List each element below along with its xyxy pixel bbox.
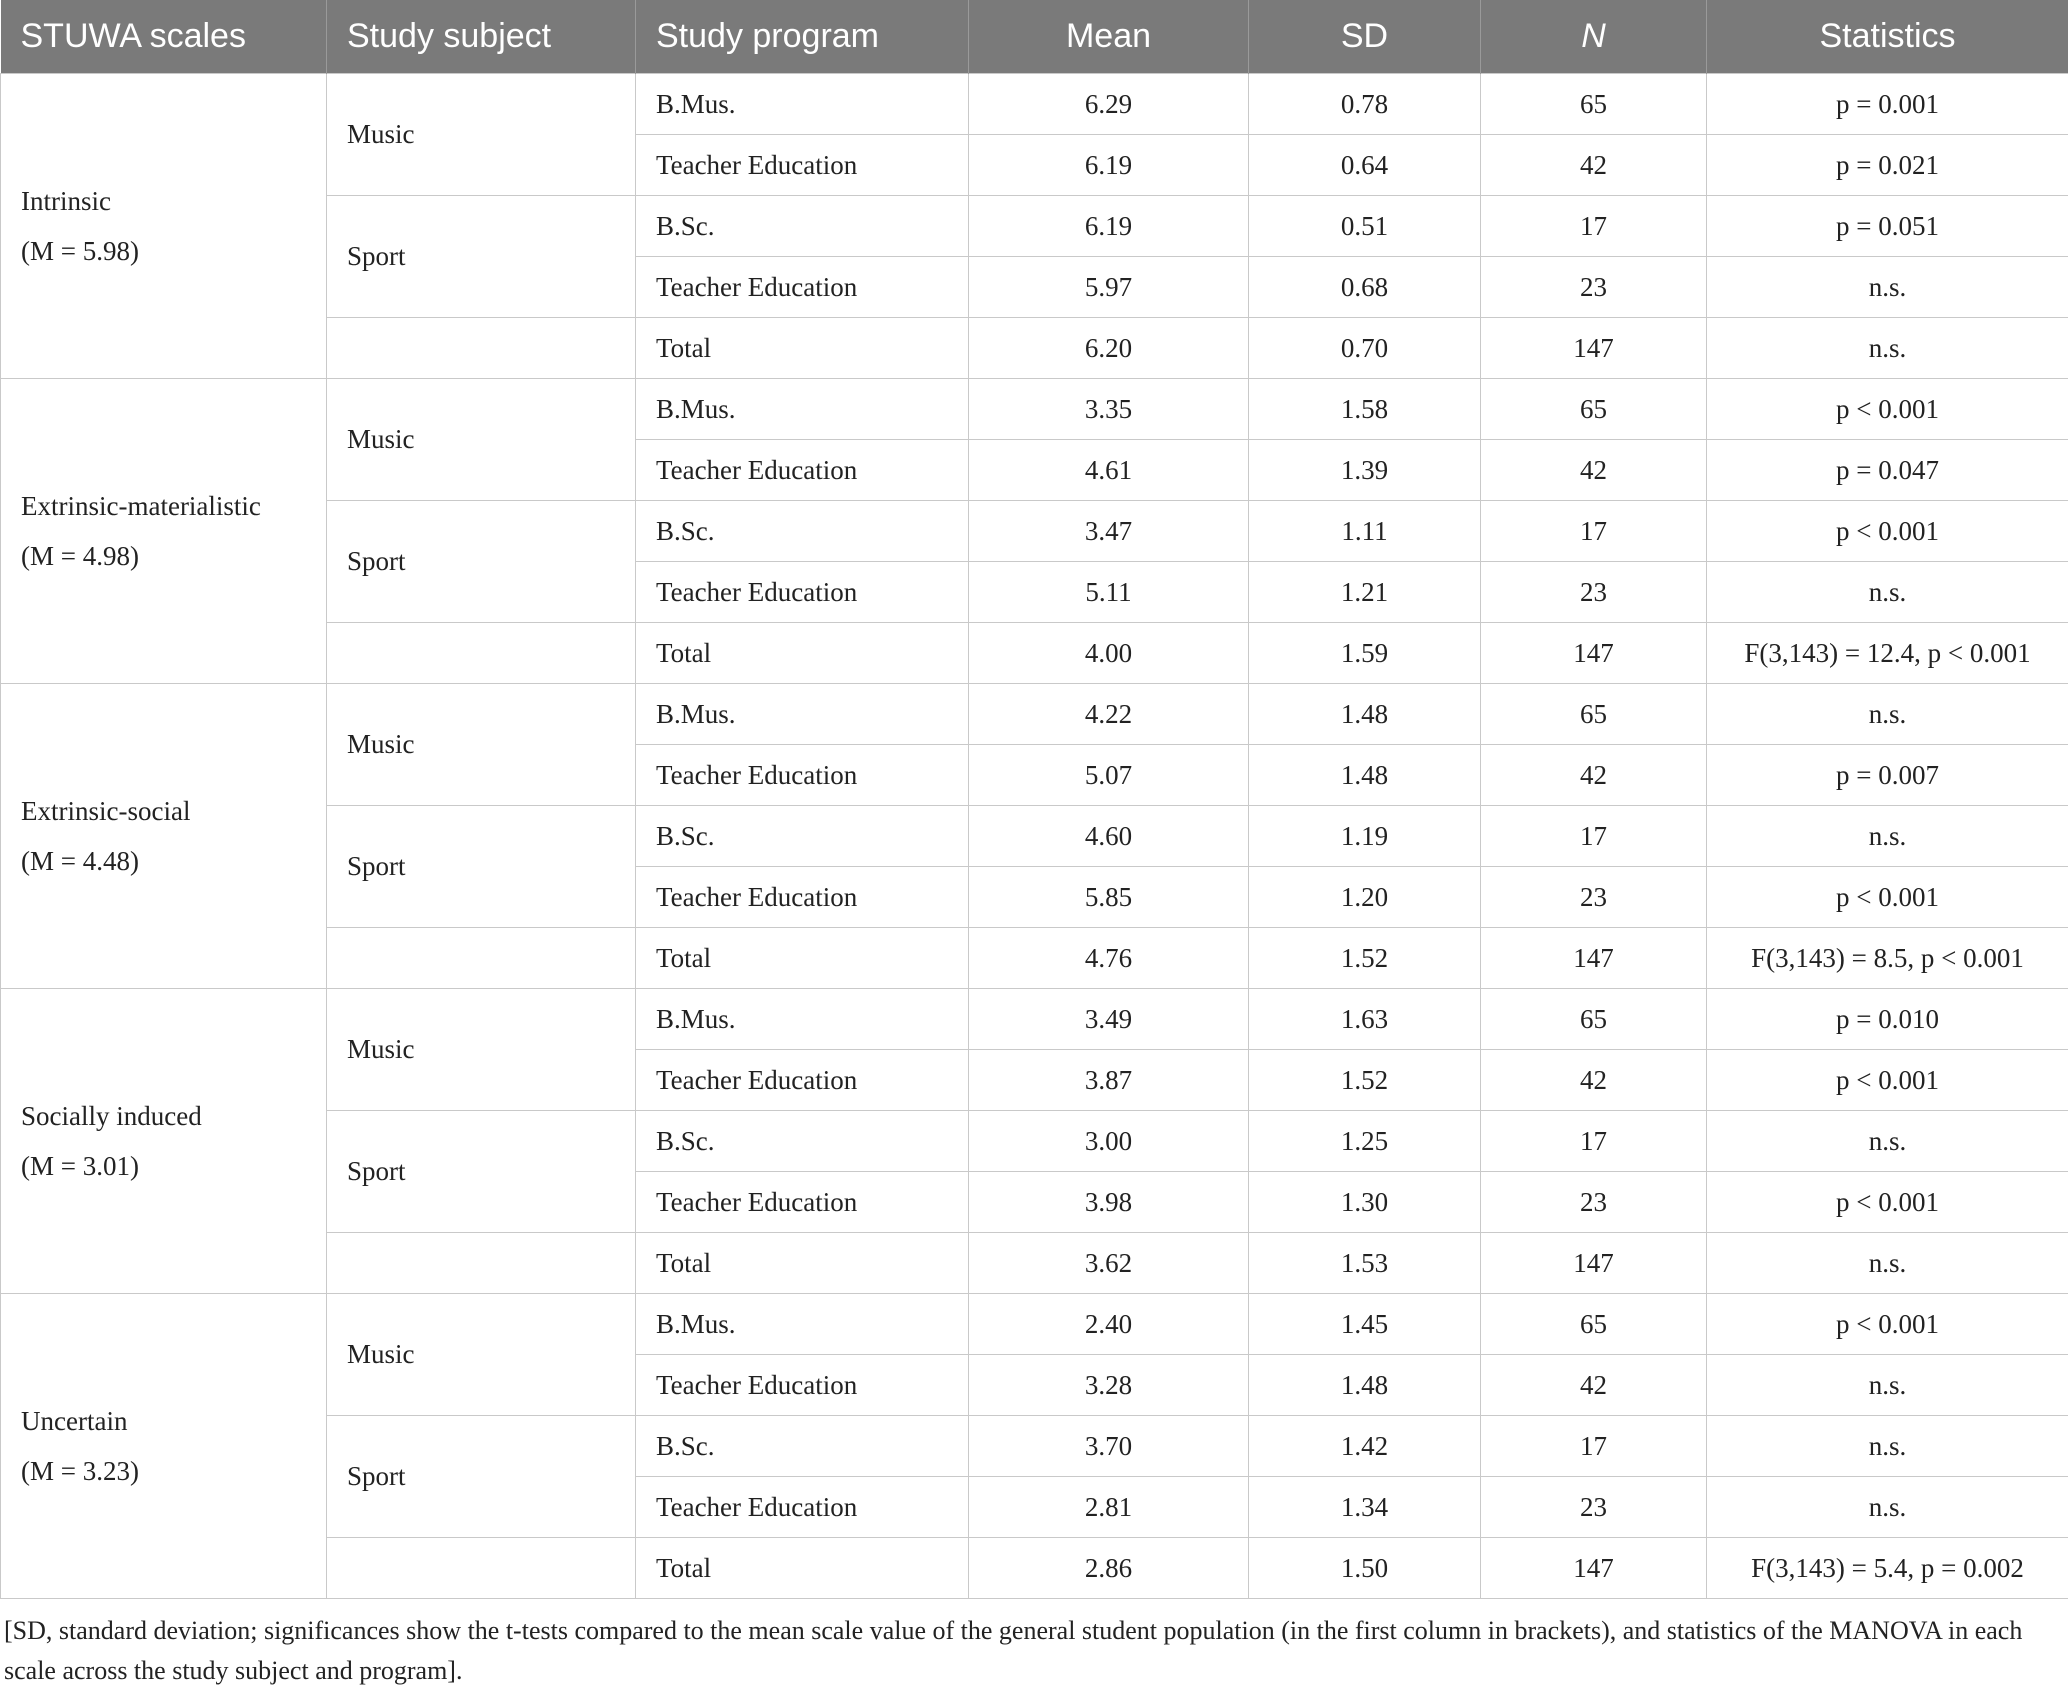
- study-program-cell: Total: [636, 1233, 969, 1294]
- study-program-cell: Teacher Education: [636, 135, 969, 196]
- n-cell: 65: [1481, 1294, 1707, 1355]
- sd-cell: 0.70: [1249, 318, 1481, 379]
- n-cell: 42: [1481, 440, 1707, 501]
- study-subject-cell: Sport: [327, 1111, 636, 1233]
- study-subject-cell: Music: [327, 989, 636, 1111]
- empty-subject-cell: [327, 318, 636, 379]
- mean-cell: 3.00: [969, 1111, 1249, 1172]
- header-statistics: Statistics: [1707, 0, 2068, 74]
- mean-cell: 5.11: [969, 562, 1249, 623]
- statistics-cell: n.s.: [1707, 1111, 2068, 1172]
- mean-cell: 5.97: [969, 257, 1249, 318]
- mean-cell: 4.60: [969, 806, 1249, 867]
- n-cell: 17: [1481, 1416, 1707, 1477]
- mean-cell: 5.07: [969, 745, 1249, 806]
- n-cell: 23: [1481, 867, 1707, 928]
- scale-cell: [1, 1294, 327, 1599]
- study-program-cell: B.Mus.: [636, 74, 969, 135]
- sd-cell: 1.48: [1249, 745, 1481, 806]
- mean-cell: 6.19: [969, 196, 1249, 257]
- n-cell: 65: [1481, 74, 1707, 135]
- statistics-cell: p < 0.001: [1707, 1172, 2068, 1233]
- table-footnote: [SD, standard deviation; significances show the t-tests compared to the mean scale value of the general student population (in the first column in brackets), and statistics of the MANOVA in each scale across the study subject and program].: [4, 1616, 2023, 1685]
- mean-cell: 2.81: [969, 1477, 1249, 1538]
- scale-cell: [1, 74, 327, 379]
- study-subject-cell: Sport: [327, 806, 636, 928]
- mean-cell: 5.85: [969, 867, 1249, 928]
- header-scale: STUWA scales: [1, 0, 327, 74]
- study-program-cell: B.Sc.: [636, 806, 969, 867]
- scale-population-mean: (M = 5.98): [21, 236, 139, 266]
- sd-cell: 1.50: [1249, 1538, 1481, 1599]
- study-program-cell: B.Sc.: [636, 1416, 969, 1477]
- sd-cell: 1.42: [1249, 1416, 1481, 1477]
- sd-cell: 1.25: [1249, 1111, 1481, 1172]
- n-cell: 17: [1481, 806, 1707, 867]
- statistics-cell: p < 0.001: [1707, 379, 2068, 440]
- statistics-cell: p < 0.001: [1707, 1050, 2068, 1111]
- n-cell: 147: [1481, 623, 1707, 684]
- n-cell: 147: [1481, 318, 1707, 379]
- mean-cell: 3.70: [969, 1416, 1249, 1477]
- statistics-cell: p < 0.001: [1707, 501, 2068, 562]
- mean-cell: 2.40: [969, 1294, 1249, 1355]
- statistics-cell: n.s.: [1707, 1233, 2068, 1294]
- header-program: Study program: [636, 0, 969, 74]
- n-cell: 23: [1481, 562, 1707, 623]
- study-program-cell: B.Mus.: [636, 989, 969, 1050]
- mean-cell: 2.86: [969, 1538, 1249, 1599]
- empty-subject-cell: [327, 623, 636, 684]
- mean-cell: 3.28: [969, 1355, 1249, 1416]
- sd-cell: 0.51: [1249, 196, 1481, 257]
- statistics-cell: n.s.: [1707, 318, 2068, 379]
- n-cell: 42: [1481, 745, 1707, 806]
- mean-cell: 4.00: [969, 623, 1249, 684]
- study-subject-cell: Music: [327, 1294, 636, 1416]
- statistics-cell: p = 0.001: [1707, 74, 2068, 135]
- mean-cell: 3.35: [969, 379, 1249, 440]
- n-cell: 147: [1481, 928, 1707, 989]
- scale-name: Extrinsic-social: [21, 796, 191, 826]
- scale-cell: [1, 379, 327, 684]
- statistics-cell: p = 0.051: [1707, 196, 2068, 257]
- n-cell: 42: [1481, 1050, 1707, 1111]
- study-program-cell: Teacher Education: [636, 867, 969, 928]
- sd-cell: 1.30: [1249, 1172, 1481, 1233]
- header-sd: SD: [1249, 0, 1481, 74]
- study-subject-cell: Music: [327, 74, 636, 196]
- table-row: [1, 74, 2068, 135]
- mean-cell: 6.19: [969, 135, 1249, 196]
- scale-population-mean: (M = 4.48): [21, 846, 139, 876]
- sd-cell: 1.45: [1249, 1294, 1481, 1355]
- study-program-cell: B.Sc.: [636, 1111, 969, 1172]
- sd-cell: 1.11: [1249, 501, 1481, 562]
- header-row: [1, 0, 2068, 74]
- scale-population-mean: (M = 4.98): [21, 541, 139, 571]
- statistics-cell: p < 0.001: [1707, 1294, 2068, 1355]
- n-cell: 42: [1481, 1355, 1707, 1416]
- statistics-cell: n.s.: [1707, 1416, 2068, 1477]
- mean-cell: 4.76: [969, 928, 1249, 989]
- empty-subject-cell: [327, 1538, 636, 1599]
- study-subject-cell: Sport: [327, 196, 636, 318]
- study-program-cell: Total: [636, 318, 969, 379]
- table-row: [1, 379, 2068, 440]
- scale-cell: [1, 989, 327, 1294]
- sd-cell: 1.52: [1249, 1050, 1481, 1111]
- study-program-cell: Teacher Education: [636, 440, 969, 501]
- table-row: [1, 1294, 2068, 1355]
- study-program-cell: Total: [636, 928, 969, 989]
- mean-cell: 3.87: [969, 1050, 1249, 1111]
- statistics-cell: n.s.: [1707, 1477, 2068, 1538]
- header-subject: Study subject: [327, 0, 636, 74]
- statistics-cell: F(3,143) = 8.5, p < 0.001: [1707, 928, 2068, 989]
- n-cell: 17: [1481, 196, 1707, 257]
- table-row: [1, 684, 2068, 745]
- sd-cell: 1.48: [1249, 1355, 1481, 1416]
- n-cell: 147: [1481, 1233, 1707, 1294]
- table-row: [1, 989, 2068, 1050]
- statistics-cell: p < 0.001: [1707, 867, 2068, 928]
- empty-subject-cell: [327, 1233, 636, 1294]
- sd-cell: 1.21: [1249, 562, 1481, 623]
- sd-cell: 1.53: [1249, 1233, 1481, 1294]
- sd-cell: 1.58: [1249, 379, 1481, 440]
- n-cell: 17: [1481, 501, 1707, 562]
- scale-name: Intrinsic: [21, 186, 111, 216]
- n-cell: 17: [1481, 1111, 1707, 1172]
- sd-cell: 1.59: [1249, 623, 1481, 684]
- study-program-cell: Teacher Education: [636, 1477, 969, 1538]
- scale-name: Uncertain: [21, 1406, 128, 1436]
- study-program-cell: Teacher Education: [636, 1050, 969, 1111]
- sd-cell: 1.39: [1249, 440, 1481, 501]
- study-program-cell: Total: [636, 623, 969, 684]
- mean-cell: 6.20: [969, 318, 1249, 379]
- n-cell: 65: [1481, 989, 1707, 1050]
- statistics-cell: n.s.: [1707, 1355, 2068, 1416]
- header-mean: Mean: [969, 0, 1249, 74]
- scale-population-mean: (M = 3.23): [21, 1456, 139, 1486]
- n-cell: 42: [1481, 135, 1707, 196]
- statistics-cell: n.s.: [1707, 257, 2068, 318]
- n-cell: 147: [1481, 1538, 1707, 1599]
- study-subject-cell: Sport: [327, 501, 636, 623]
- statistics-cell: p = 0.047: [1707, 440, 2068, 501]
- n-cell: 65: [1481, 379, 1707, 440]
- study-program-cell: B.Sc.: [636, 196, 969, 257]
- mean-cell: 3.49: [969, 989, 1249, 1050]
- n-cell: 23: [1481, 257, 1707, 318]
- study-subject-cell: Music: [327, 379, 636, 501]
- n-cell: 65: [1481, 684, 1707, 745]
- statistics-cell: n.s.: [1707, 562, 2068, 623]
- study-program-cell: B.Mus.: [636, 379, 969, 440]
- empty-subject-cell: [327, 928, 636, 989]
- sd-cell: 0.64: [1249, 135, 1481, 196]
- sd-cell: 1.19: [1249, 806, 1481, 867]
- statistics-cell: p = 0.021: [1707, 135, 2068, 196]
- mean-cell: 3.98: [969, 1172, 1249, 1233]
- study-program-cell: B.Mus.: [636, 1294, 969, 1355]
- study-program-cell: Teacher Education: [636, 257, 969, 318]
- table-body: [1, 74, 2068, 1599]
- sd-cell: 0.68: [1249, 257, 1481, 318]
- mean-cell: 4.61: [969, 440, 1249, 501]
- scale-name: Extrinsic-materialistic: [21, 491, 261, 521]
- sd-cell: 1.63: [1249, 989, 1481, 1050]
- sd-cell: 1.20: [1249, 867, 1481, 928]
- mean-cell: 3.47: [969, 501, 1249, 562]
- mean-cell: 4.22: [969, 684, 1249, 745]
- study-subject-cell: Sport: [327, 1416, 636, 1538]
- scale-population-mean: (M = 3.01): [21, 1151, 139, 1181]
- statistics-cell: p = 0.010: [1707, 989, 2068, 1050]
- sd-cell: 1.48: [1249, 684, 1481, 745]
- study-program-cell: Total: [636, 1538, 969, 1599]
- statistics-cell: F(3,143) = 5.4, p = 0.002: [1707, 1538, 2068, 1599]
- study-program-cell: Teacher Education: [636, 1355, 969, 1416]
- study-program-cell: B.Mus.: [636, 684, 969, 745]
- statistics-cell: p = 0.007: [1707, 745, 2068, 806]
- mean-cell: 3.62: [969, 1233, 1249, 1294]
- study-program-cell: Teacher Education: [636, 745, 969, 806]
- study-program-cell: Teacher Education: [636, 562, 969, 623]
- study-program-cell: Teacher Education: [636, 1172, 969, 1233]
- study-program-cell: B.Sc.: [636, 501, 969, 562]
- header-n: N: [1481, 0, 1707, 74]
- study-subject-cell: Music: [327, 684, 636, 806]
- mean-cell: 6.29: [969, 74, 1249, 135]
- sd-cell: 1.34: [1249, 1477, 1481, 1538]
- sd-cell: 0.78: [1249, 74, 1481, 135]
- n-cell: 23: [1481, 1477, 1707, 1538]
- scale-cell: [1, 684, 327, 989]
- n-cell: 23: [1481, 1172, 1707, 1233]
- scale-name: Socially induced: [21, 1101, 202, 1131]
- statistics-cell: F(3,143) = 12.4, p < 0.001: [1707, 623, 2068, 684]
- statistics-cell: n.s.: [1707, 684, 2068, 745]
- sd-cell: 1.52: [1249, 928, 1481, 989]
- statistics-cell: n.s.: [1707, 806, 2068, 867]
